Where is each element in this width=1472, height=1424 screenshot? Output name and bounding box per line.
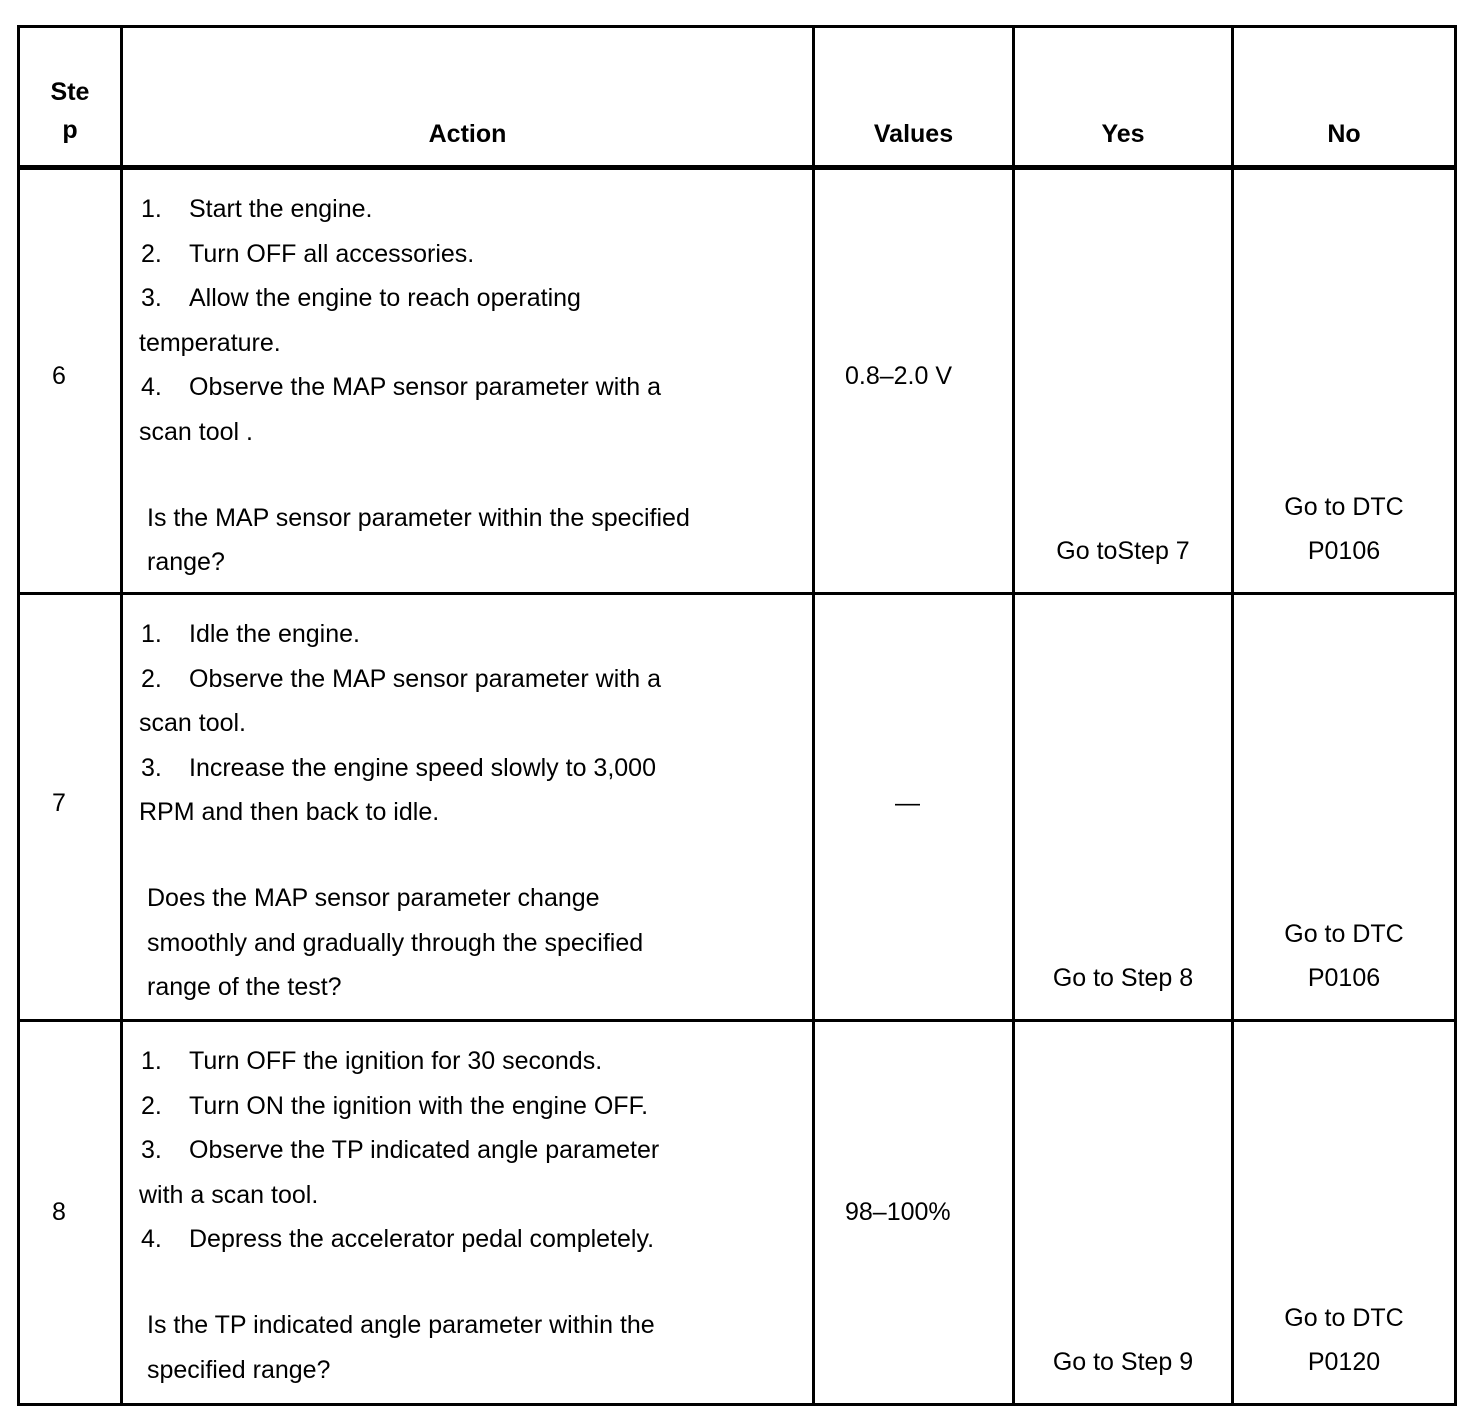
list-item: 4. Observe the MAP sensor parameter with a scan tool . (139, 373, 661, 446)
yes-cell (1014, 594, 1233, 1021)
yes-cell (1014, 1021, 1233, 1405)
step-number: 7 (52, 789, 66, 817)
action-cell (122, 594, 814, 1021)
list-item: 3. Observe the TP indicated angle parameter with a scan tool. (139, 1136, 660, 1209)
action-cell (122, 168, 814, 594)
diagnostic-table (17, 25, 1457, 1406)
list-item: 1. Idle the engine. (141, 620, 360, 648)
header-step: Step (19, 27, 122, 168)
values-cell (814, 594, 1014, 1021)
no-cell (1233, 168, 1456, 594)
no-cell (1233, 594, 1456, 1021)
yes-action: Go to Step 8 (1052, 964, 1194, 993)
question-text: Is the TP indicated angle parameter within the specified range? (147, 1310, 655, 1384)
value-text: — (895, 789, 920, 817)
yes-action: Go to Step 9 (1052, 1348, 1194, 1377)
yes-cell (1014, 168, 1233, 594)
action-list (139, 187, 812, 455)
no-action: Go to DTC P0120 (1284, 1303, 1404, 1377)
step-number-cell (19, 1021, 122, 1405)
step-number-cell (19, 594, 122, 1021)
header-action: Action (122, 27, 814, 168)
table-row (19, 1021, 1456, 1405)
step-number: 8 (52, 1198, 66, 1226)
action-list (139, 1039, 812, 1262)
value-text: 0.8–2.0 V (845, 362, 953, 390)
table-row (19, 168, 1456, 594)
no-action: Go to DTC P0106 (1284, 492, 1404, 566)
value-text: 98–100% (845, 1198, 951, 1226)
no-cell (1233, 1021, 1456, 1405)
list-item: 2. Observe the MAP sensor parameter with a scan tool. (139, 664, 661, 738)
table-row (19, 594, 1456, 1021)
step-number: 6 (52, 362, 66, 390)
action-list (139, 612, 812, 835)
step-number-cell (19, 168, 122, 594)
list-item: 3. Allow the engine to reach operating temperature. (139, 284, 581, 357)
question-text: Is the MAP sensor parameter within the specified range? (147, 503, 690, 577)
list-item: 1. Start the engine. (141, 195, 373, 223)
question-text: Does the MAP sensor parameter change smoothly and gradually through the specified range of the test? (147, 883, 644, 1002)
list-item: 1. Turn OFF the ignition for 30 seconds. (141, 1047, 603, 1075)
list-item: 4. Depress the accelerator pedal completely. (141, 1225, 655, 1254)
yes-action: Go toStep 7 (1056, 537, 1190, 566)
action-cell (122, 1021, 814, 1405)
list-item: 2. Turn ON the ignition with the engine OFF. (141, 1091, 649, 1120)
values-cell (814, 168, 1014, 594)
no-action: Go to DTC P0106 (1284, 919, 1404, 993)
header-no: No (1233, 27, 1456, 168)
list-item: 3. Increase the engine speed slowly to 3,000 RPM and then back to idle. (139, 753, 656, 827)
header-values: Values (814, 27, 1014, 168)
header-row (19, 27, 1456, 168)
list-item: 2. Turn OFF all accessories. (141, 239, 475, 268)
values-cell (814, 1021, 1014, 1405)
header-yes: Yes (1014, 27, 1233, 168)
